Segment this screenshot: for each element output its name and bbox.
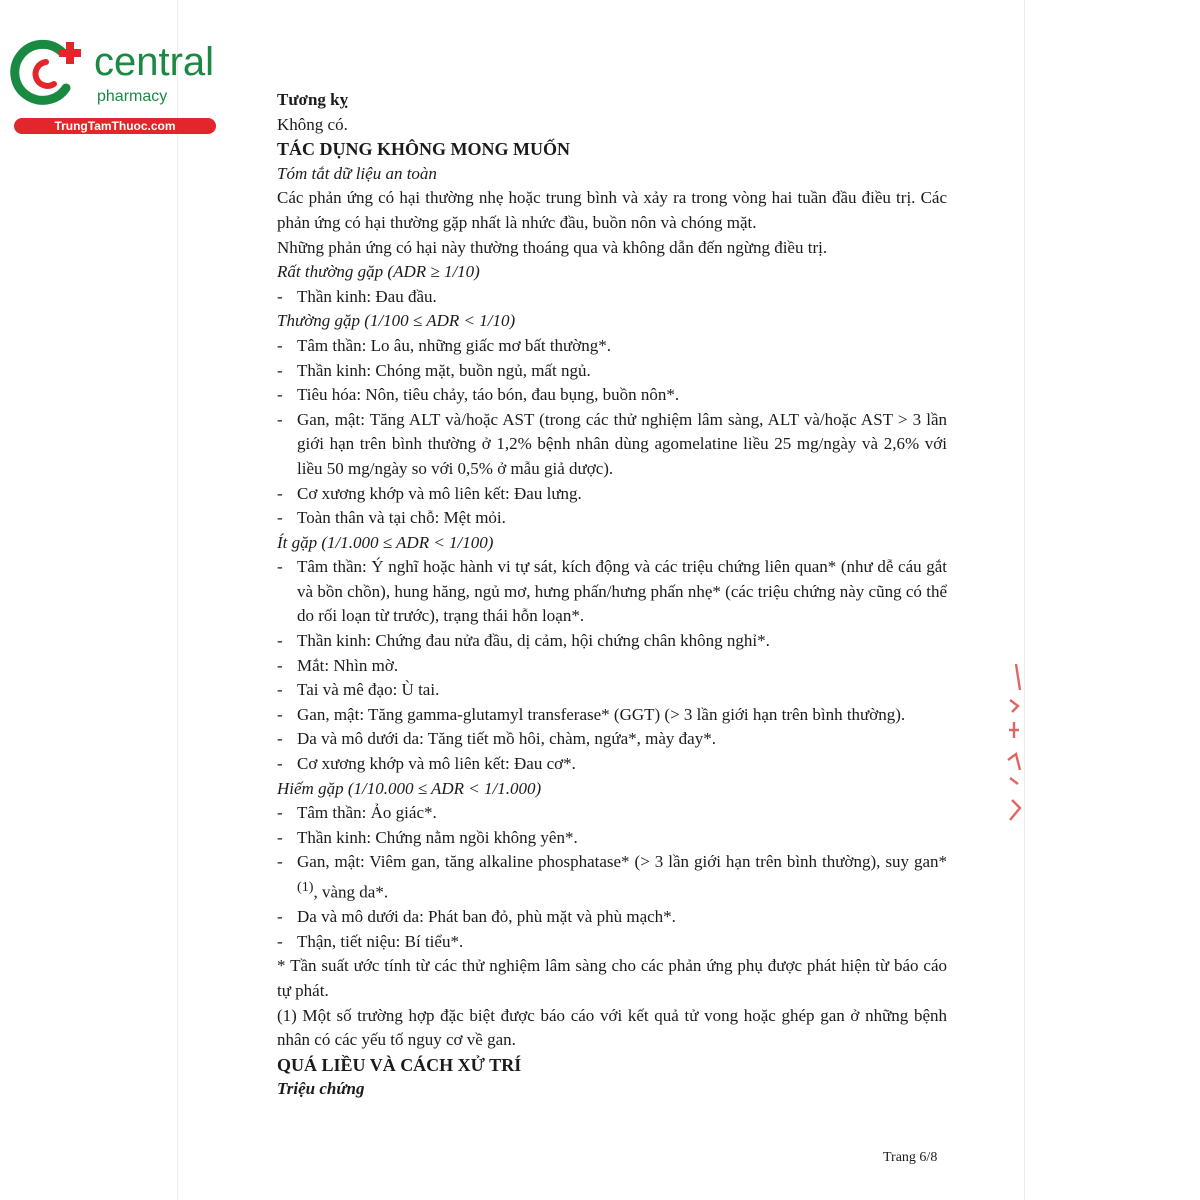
list-item-text: Tâm thần: Ảo giác*.	[297, 803, 437, 823]
bullet-dash: -	[277, 557, 283, 577]
bullet-dash: -	[277, 508, 283, 528]
list-item	[277, 506, 947, 531]
list-item	[277, 654, 947, 679]
bullet-dash: -	[277, 852, 283, 872]
common-heading: Thường gặp (1/100 ≤ ADR < 1/10)	[277, 311, 516, 331]
central-pharmacy-logo[interactable]	[8, 36, 223, 136]
list-item	[277, 555, 947, 629]
bullet-dash: -	[277, 655, 283, 675]
list-item-text: Da và mô dưới da: Phát ban đỏ, phù mặt và phù mạch*.	[297, 907, 676, 927]
logo-wordmark: central	[94, 40, 215, 84]
uncommon-heading: Ít gặp (1/1.000 ≤ ADR < 1/100)	[277, 532, 494, 552]
bullet-dash: -	[277, 680, 283, 700]
bullet-dash: -	[277, 803, 283, 823]
list-item-text: Gan, mật: Tăng gamma-glutamyl transferase* (GGT) (> 3 lần giới hạn trên bình thường).	[297, 704, 906, 724]
list-item-text: Tâm thần: Ý nghĩ hoặc hành vi tự sát, kích động và các triệu chứng liên quan* (như dễ cáu gắt và bồn chồn), hung hăng, ngủ mơ, hưng phấn/hưng phấn nhẹ* (các triệu chứng này cũng có thể do rối loạn từ trước), trạng thái hỗn loạn*.	[297, 557, 947, 626]
bullet-dash: -	[277, 931, 283, 951]
bullet-dash: -	[277, 907, 283, 927]
safety-summary-text-2: Những phản ứng có hại này thường thoáng qua và không dẫn đến ngừng điều trị.	[277, 237, 828, 257]
red-stamp-mark	[1004, 660, 1024, 830]
safety-summary-text: Các phản ứng có hại thường nhẹ hoặc trung bình và xảy ra trong vòng hai tuần đầu điều trị. Các phản ứng có hại thường gặp nhất là nhức đầu, buồn nôn và chóng mặt.	[277, 188, 947, 232]
safety-summary-heading: Tóm tắt dữ liệu an toàn	[277, 163, 437, 183]
rare-heading: Hiếm gặp (1/10.000 ≤ ADR < 1/1.000)	[277, 778, 542, 798]
list-item	[277, 678, 947, 703]
list-item	[277, 727, 947, 752]
list-item	[277, 482, 947, 507]
footnote-one: (1) Một số trường hợp đặc biệt được báo cáo với kết quả tử vong hoặc ghép gan ở những bệnh nhân có các yếu tố nguy cơ về gan.	[277, 1005, 947, 1050]
adr-heading: TÁC DỤNG KHÔNG MONG MUỐN	[277, 139, 570, 160]
list-item	[277, 285, 947, 310]
bullet-dash: -	[277, 729, 283, 749]
list-item	[277, 629, 947, 654]
liver-item-text: Gan, mật: Viêm gan, tăng alkaline phosphatase* (> 3 lần giới hạn trên bình thường), suy gan*	[297, 852, 947, 872]
list-item-text: Thần kinh: Đau đầu.	[297, 286, 437, 306]
bullet-dash: -	[277, 286, 283, 306]
list-item	[277, 752, 947, 777]
list-item-text: Da và mô dưới da: Tăng tiết mồ hôi, chàm, ngứa*, mày đay*.	[297, 729, 716, 749]
symptoms-heading: Triệu chứng	[277, 1079, 365, 1099]
bullet-dash: -	[277, 385, 283, 405]
compatibility-heading: Tương kỵ	[277, 90, 349, 109]
pharmacy-cross-icon	[10, 38, 90, 106]
bullet-dash: -	[277, 335, 283, 355]
footnote-frequency: * Tần suất ước tính từ các thử nghiệm lâm sàng cho các phản ứng phụ được phát hiện từ báo cáo tự phát.	[277, 956, 947, 1001]
list-item-text: Thần kinh: Chứng đau nửa đầu, dị cảm, hội chứng chân không nghỉ*.	[297, 631, 770, 651]
list-item-text: Mắt: Nhìn mờ.	[297, 655, 399, 675]
bullet-dash: -	[277, 360, 283, 380]
list-item-text: Tai và mê đạo: Ù tai.	[297, 680, 440, 700]
page-number: Trang 6/8	[883, 1150, 938, 1165]
list-item	[277, 703, 947, 728]
list-item-text: Toàn thân và tại chỗ: Mệt mỏi.	[297, 508, 506, 528]
bullet-dash: -	[277, 754, 283, 774]
list-item-text: Tâm thần: Lo âu, những giấc mơ bất thường*.	[297, 335, 612, 355]
list-item-text: Thận, tiết niệu: Bí tiểu*.	[297, 931, 464, 951]
bullet-dash: -	[277, 409, 283, 429]
overdose-heading: QUÁ LIỀU VÀ CÁCH XỬ TRÍ	[277, 1054, 522, 1075]
liver-item-text-end: , vàng da*.	[313, 882, 389, 902]
list-item	[277, 359, 947, 384]
list-item	[277, 408, 947, 482]
footnote-ref: (1)	[297, 879, 314, 895]
very-common-heading: Rất thường gặp (ADR ≥ 1/10)	[277, 262, 480, 282]
list-item-text: Cơ xương khớp và mô liên kết: Đau cơ*.	[297, 754, 576, 774]
list-item-text: Gan, mật: Tăng ALT và/hoặc AST (trong các thử nghiệm lâm sàng, ALT và/hoặc AST > 3 lần giới hạn trên bình thường ở 1,2% bệnh nhân dùng agomelatine liều 25 mg/ngày và 2,6% với liều 50 mg/ngày so với 0,5% ở mẫu giả dược).	[297, 409, 947, 478]
list-item	[277, 334, 947, 359]
list-item	[277, 826, 947, 851]
list-item-text: Thần kinh: Chóng mặt, buồn ngủ, mất ngủ.	[297, 360, 591, 380]
list-item	[277, 850, 947, 905]
list-item	[277, 905, 947, 930]
list-item	[277, 801, 947, 826]
logo-url-link[interactable]: TrungTamThuoc.com	[14, 118, 216, 134]
list-item	[277, 383, 947, 408]
bullet-dash: -	[277, 704, 283, 724]
logo-subtitle: pharmacy	[97, 88, 168, 105]
bullet-dash: -	[277, 631, 283, 651]
bullet-dash: -	[277, 483, 283, 503]
bullet-dash: -	[277, 827, 283, 847]
list-item	[277, 930, 947, 955]
document-content	[277, 88, 947, 1102]
compatibility-text: Không có.	[277, 114, 348, 134]
list-item-text: Tiêu hóa: Nôn, tiêu chảy, táo bón, đau bụng, buồn nôn*.	[297, 385, 680, 405]
list-item-text: Cơ xương khớp và mô liên kết: Đau lưng.	[297, 483, 582, 503]
list-item-text: Thần kinh: Chứng nằm ngồi không yên*.	[297, 827, 578, 847]
